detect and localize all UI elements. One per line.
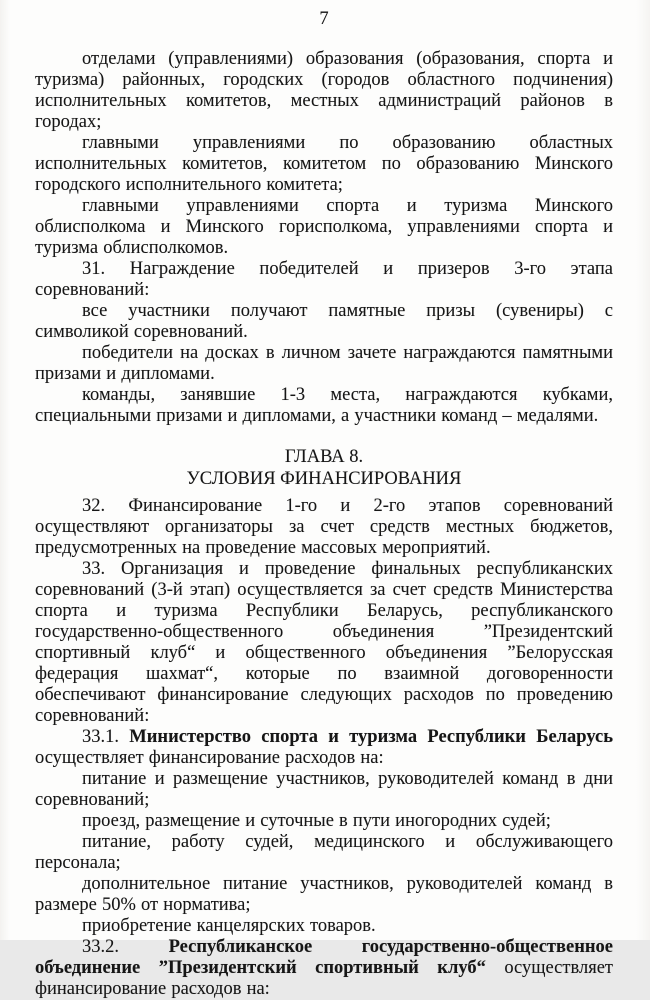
- clause-33-2-tail: осуществляет финансирование расходов на:: [35, 958, 613, 999]
- clause-33-1-subject: Министерство спорта и туризма Республики Беларусь: [129, 727, 614, 747]
- paragraph-clause-32: 32. Финансирование 1-го и 2-го этапов соревнований осуществляют организаторы за счет средств местных бюджетов, предусмотренных на проведение массовых мероприятий.: [35, 496, 613, 558]
- clause-33-1-tail: осуществляет финансирование расходов на:: [35, 748, 384, 768]
- paragraph-clause-31-board-winners: победители на досках в личном зачете награждаются памятными призами и дипломами.: [35, 343, 613, 384]
- paragraph-clause-31-teams: команды, занявшие 1-3 места, награждаются кубками, специальными призами и дипломами, а участники команд – медалями.: [35, 385, 613, 426]
- clause-33-2-subject: Республиканское государственно-общественное объединение ”Президентский спортивный клуб“: [35, 937, 613, 978]
- paragraph-clause-33: 33. Организация и проведение финальных республиканских соревнований (3-й этап) осуществляется за счет средств Министерства спорта и туризма Республики Беларусь, республиканского государственно-общественного объединения ”Президентский спортивный клуб“ и общественного объединения ”Белорусская федерация шахмат“, которые по взаимной договоренности обеспечивают финансирование следующих расходов по проведению соревнований:: [35, 559, 613, 726]
- clause-33-2-number: 33.2.: [82, 937, 119, 957]
- paragraph-clause-33-1-travel: проезд, размещение и суточные в пути иногородних судей;: [82, 811, 551, 831]
- paragraph-main-education-departments: главными управлениями по образованию областных исполнительных комитетов, комитетом по образованию Минского городского исполнительного комитета;: [35, 133, 613, 195]
- chapter-heading: [35, 446, 613, 490]
- paragraph-main-sport-departments: главными управлениями спорта и туризма Минского облисполкома и Минского горисполкома, управлениями спорта и туризма облисполкомов.: [35, 196, 613, 258]
- paragraph-clause-33-1-extra-food: дополнительное питание участников, руководителей команд в размере 50% от норматива;: [35, 874, 613, 915]
- paragraph-clause-33-1-food: питание и размещение участников, руководителей команд в дни соревнований;: [35, 769, 613, 810]
- paragraph-clause-33-2: [35, 937, 613, 1000]
- page-number: 7: [319, 9, 329, 29]
- clause-33-1-number: 33.1.: [82, 727, 119, 747]
- chapter-heading-title: УСЛОВИЯ ФИНАНСИРОВАНИЯ: [186, 469, 462, 489]
- paragraph-clause-31: 31. Награждение победителей и призеров 3-го этапа соревнований:: [35, 259, 613, 300]
- chapter-heading-number: ГЛАВА 8.: [284, 447, 364, 467]
- paragraph-clause-31-prizes-all: все участники получают памятные призы (сувениры) с символикой соревнований.: [35, 301, 613, 342]
- paragraph-clause-33-1-judges: питание, работу судей, медицинского и обслуживающего персонала;: [35, 832, 613, 873]
- paragraph-clause-33-1-stationery: приобретение канцелярских товаров.: [82, 916, 376, 936]
- paragraph-clause-33-1: [35, 727, 613, 769]
- paragraph-departments-education: отделами (управлениями) образования (образования, спорта и туризма) районных, городских (городов областного подчинения) исполнительных комитетов, местных администраций районов в городах;: [35, 49, 613, 132]
